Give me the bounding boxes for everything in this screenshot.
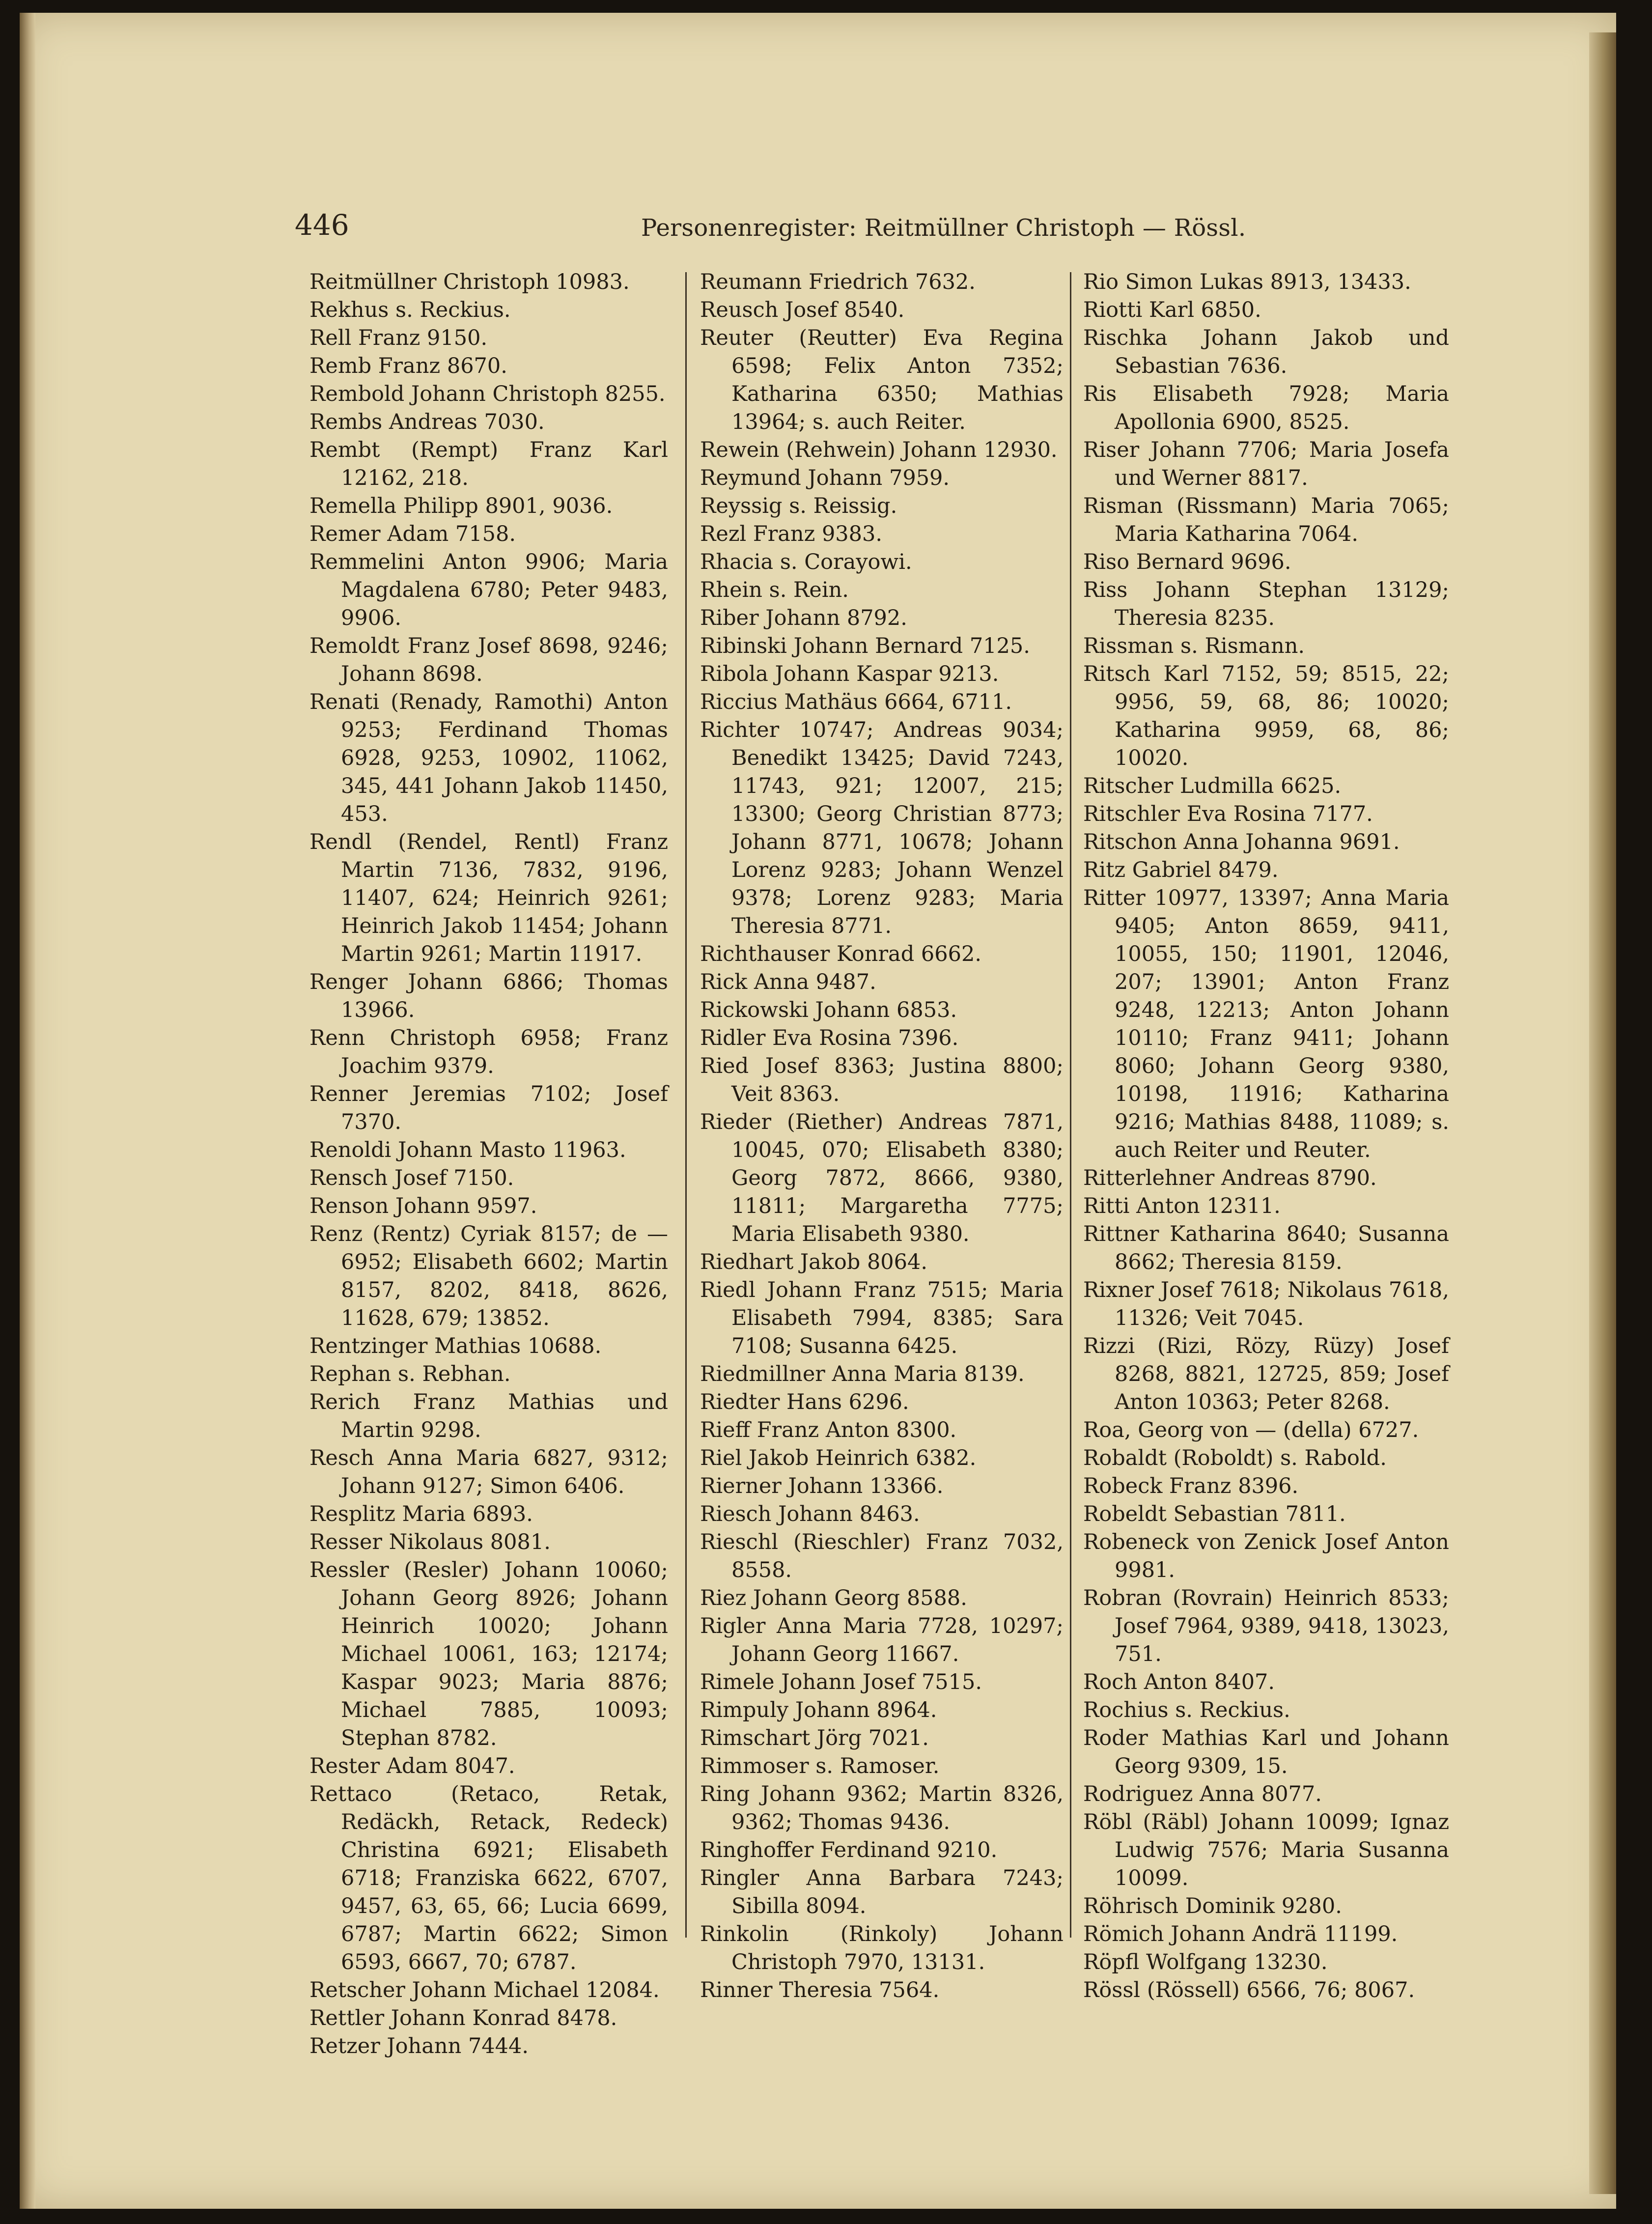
index-entry: Roder Mathias Karl und Johann Georg 9309, 15. bbox=[1083, 1726, 1449, 1778]
index-entry: Rhacia s. Corayowi. bbox=[700, 550, 912, 574]
index-entry: Riber Johann 8792. bbox=[700, 606, 907, 630]
index-entry: Rester Adam 8047. bbox=[309, 1754, 515, 1778]
index-entry: Ring Johann 9362; Martin 8326, 9362; Thomas 9436. bbox=[700, 1782, 1064, 1834]
index-entry: Riesch Johann 8463. bbox=[700, 1502, 920, 1526]
index-entry: Riedl Johann Franz 7515; Maria Elisabeth 7994, 8385; Sara 7108; Susanna 6425. bbox=[700, 1278, 1064, 1358]
index-entry: Ritti Anton 12311. bbox=[1083, 1194, 1281, 1218]
index-entry: Ridler Eva Rosina 7396. bbox=[700, 1026, 959, 1050]
index-entry: Reumann Friedrich 7632. bbox=[700, 270, 976, 294]
page-fore-edge bbox=[1589, 32, 1616, 2194]
index-entry: Ritschler Eva Rosina 7177. bbox=[1083, 802, 1373, 826]
index-column-1 bbox=[309, 268, 668, 2060]
index-entry: Rio Simon Lukas 8913, 13433. bbox=[1083, 270, 1411, 294]
index-entry: Renson Johann 9597. bbox=[309, 1194, 537, 1218]
column-divider bbox=[1070, 272, 1071, 1938]
index-entry: Roch Anton 8407. bbox=[1083, 1670, 1275, 1694]
index-entry: Resch Anna Maria 6827, 9312; Johann 9127; Simon 6406. bbox=[309, 1446, 668, 1498]
index-entry: Riedmillner Anna Maria 8139. bbox=[700, 1362, 1025, 1386]
index-entry: Röpfl Wolfgang 13230. bbox=[1083, 1950, 1328, 1974]
index-entry: Riccius Mathäus 6664, 6711. bbox=[700, 690, 1012, 714]
index-entry: Ritsch Karl 7152, 59; 8515, 22; 9956, 59, 68, 86; 10020; Katharina 9959, 68, 86; 10020. bbox=[1083, 662, 1449, 770]
index-entry: Rick Anna 9487. bbox=[700, 970, 876, 994]
column-divider bbox=[685, 272, 687, 1938]
index-entry: Rinner Theresia 7564. bbox=[700, 1978, 940, 2002]
index-entry: Ribinski Johann Bernard 7125. bbox=[700, 634, 1030, 658]
running-head: Personenregister: Reitmüllner Christoph — Rössl. bbox=[641, 214, 1246, 242]
index-entry: Ribola Johann Kaspar 9213. bbox=[700, 662, 999, 686]
index-entry: Roa, Georg von — (della) 6727. bbox=[1083, 1418, 1419, 1442]
index-column-2 bbox=[700, 268, 1064, 2004]
index-entry: Riotti Karl 6850. bbox=[1083, 298, 1261, 322]
index-entry: Robeldt Sebastian 7811. bbox=[1083, 1502, 1346, 1526]
index-entry: Reymund Johann 7959. bbox=[700, 466, 950, 490]
index-entry: Rettaco (Retaco, Retak, Redäckh, Retack, Redeck) Christina 6921; Elisabeth 6718; Franziska 6622, 6707, 9457, 63, 65, 66; Lucia 6699, 6787; Martin 6622; Simon 6593, 6667, 70; 6787. bbox=[309, 1782, 668, 1974]
index-entry: Rizzi (Rizi, Rözy, Rüzy) Josef 8268, 8821, 12725, 859; Josef Anton 10363; Peter 8268. bbox=[1083, 1334, 1449, 1414]
index-entry: Remer Adam 7158. bbox=[309, 522, 516, 546]
index-entry: Riez Johann Georg 8588. bbox=[700, 1586, 967, 1610]
index-entry: Robeck Franz 8396. bbox=[1083, 1474, 1299, 1498]
index-entry: Robran (Rovrain) Heinrich 8533; Josef 7964, 9389, 9418, 13023, 751. bbox=[1083, 1586, 1449, 1666]
index-entry: Rodriguez Anna 8077. bbox=[1083, 1782, 1322, 1806]
index-entry: Röbl (Räbl) Johann 10099; Ignaz Ludwig 7576; Maria Susanna 10099. bbox=[1083, 1810, 1449, 1890]
index-entry: Rickowski Johann 6853. bbox=[700, 998, 957, 1022]
index-entry: Reusch Josef 8540. bbox=[700, 298, 905, 322]
page-spine-shadow bbox=[20, 13, 35, 2209]
index-entry: Rembs Andreas 7030. bbox=[309, 410, 545, 434]
index-entry: Robeneck von Zenick Josef Anton 9981. bbox=[1083, 1530, 1449, 1582]
index-entry: Rieder (Riether) Andreas 7871, 10045, 070; Elisabeth 8380; Georg 7872, 8666, 9380, 11811; Margaretha 7775; Maria Elisabeth 9380. bbox=[700, 1110, 1064, 1246]
index-entry: Ressler (Resler) Johann 10060; Johann Georg 8926; Johann Heinrich 10020; Johann Michael 10061, 163; 12174; Kaspar 9023; Maria 8876; Michael 7885, 10093; Stephan 8782. bbox=[309, 1558, 668, 1750]
index-entry: Rembold Johann Christoph 8255. bbox=[309, 382, 666, 406]
index-entry: Remoldt Franz Josef 8698, 9246; Johann 8698. bbox=[309, 634, 668, 686]
index-entry: Römich Johann Andrä 11199. bbox=[1083, 1922, 1398, 1946]
index-entry: Rimmoser s. Ramoser. bbox=[700, 1754, 940, 1778]
index-entry: Ried Josef 8363; Justina 8800; Veit 8363. bbox=[700, 1054, 1064, 1106]
index-entry: Riedhart Jakob 8064. bbox=[700, 1250, 928, 1274]
index-entry: Richthauser Konrad 6662. bbox=[700, 942, 981, 966]
index-entry: Riss Johann Stephan 13129; Theresia 8235. bbox=[1083, 578, 1449, 630]
index-entry: Richter 10747; Andreas 9034; Benedikt 13425; David 7243, 11743, 921; 12007, 215; 13300; Georg Christian 8773; Johann 8771, 10678; Johann Lorenz 9283; Johann Wenzel 9378; Lorenz 9283; Maria Theresia 8771. bbox=[700, 718, 1064, 938]
page-number: 446 bbox=[295, 208, 349, 242]
index-entry: Renati (Renady, Ramothi) Anton 9253; Ferdinand Thomas 6928, 9253, 10902, 11062, 345, 441 Johann Jakob 11450, 453. bbox=[309, 690, 668, 826]
index-entry: Ris Elisabeth 7928; Maria Apollonia 6900, 8525. bbox=[1083, 382, 1449, 434]
index-entry: Riso Bernard 9696. bbox=[1083, 550, 1291, 574]
index-entry: Riedter Hans 6296. bbox=[700, 1390, 909, 1414]
index-entry: Rekhus s. Reckius. bbox=[309, 298, 511, 322]
index-entry: Retzer Johann 7444. bbox=[309, 2034, 529, 2058]
index-entry: Rieff Franz Anton 8300. bbox=[700, 1418, 957, 1442]
index-entry: Riser Johann 7706; Maria Josefa und Werner 8817. bbox=[1083, 438, 1449, 490]
index-entry: Reuter (Reutter) Eva Regina 6598; Felix Anton 7352; Katharina 6350; Mathias 13964; s. auch Reiter. bbox=[700, 326, 1064, 434]
index-entry: Renn Christoph 6958; Franz Joachim 9379. bbox=[309, 1026, 668, 1078]
index-entry: Retscher Johann Michael 12084. bbox=[309, 1978, 660, 2002]
index-entry: Rhein s. Rein. bbox=[700, 578, 849, 602]
index-entry: Renz (Rentz) Cyriak 8157; de — 6952; Elisabeth 6602; Martin 8157, 8202, 8418, 8626, 11628, 679; 13852. bbox=[309, 1222, 668, 1330]
index-entry: Rewein (Rehwein) Johann 12930. bbox=[700, 438, 1058, 462]
index-entry: Riel Jakob Heinrich 6382. bbox=[700, 1446, 977, 1470]
index-entry: Robaldt (Roboldt) s. Rabold. bbox=[1083, 1446, 1387, 1470]
index-entry: Rochius s. Reckius. bbox=[1083, 1698, 1290, 1722]
index-entry: Rensch Josef 7150. bbox=[309, 1166, 514, 1190]
index-entry: Ringhoffer Ferdinand 9210. bbox=[700, 1838, 998, 1862]
index-entry: Resser Nikolaus 8081. bbox=[309, 1530, 551, 1554]
index-entry: Rissman s. Rismann. bbox=[1083, 634, 1305, 658]
index-entry: Rischka Johann Jakob und Sebastian 7636. bbox=[1083, 326, 1449, 378]
index-entry: Rittner Katharina 8640; Susanna 8662; Theresia 8159. bbox=[1083, 1222, 1449, 1274]
index-entry: Ringler Anna Barbara 7243; Sibilla 8094. bbox=[700, 1866, 1064, 1918]
index-entry: Rembt (Rempt) Franz Karl 12162, 218. bbox=[309, 438, 668, 490]
index-entry: Rimele Johann Josef 7515. bbox=[700, 1670, 982, 1694]
index-entry: Ritter 10977, 13397; Anna Maria 9405; Anton 8659, 9411, 10055, 150; 11901, 12046, 207; 13901; Anton Franz 9248, 12213; Anton Johann 10110; Franz 9411; Johann 8060; Johann Georg 9380, 10198, 11916; Katharina 9216; Mathias 8488, 11089; s. auch Reiter und Reuter. bbox=[1083, 886, 1449, 1162]
index-entry: Risman (Rissmann) Maria 7065; Maria Katharina 7064. bbox=[1083, 494, 1449, 546]
index-entry: Rendl (Rendel, Rentl) Franz Martin 7136, 7832, 9196, 11407, 624; Heinrich 9261; Heinrich Jakob 11454; Johann Martin 9261; Martin 11917. bbox=[309, 830, 668, 966]
index-entry: Ritterlehner Andreas 8790. bbox=[1083, 1166, 1377, 1190]
index-entry: Rieschl (Rieschler) Franz 7032, 8558. bbox=[700, 1530, 1064, 1582]
index-entry: Rimpuly Johann 8964. bbox=[700, 1698, 937, 1722]
index-entry: Renger Johann 6866; Thomas 13966. bbox=[309, 970, 668, 1022]
index-entry: Rigler Anna Maria 7728, 10297; Johann Georg 11667. bbox=[700, 1614, 1064, 1666]
index-entry: Rezl Franz 9383. bbox=[700, 522, 883, 546]
index-entry: Remb Franz 8670. bbox=[309, 354, 507, 378]
index-entry: Ritz Gabriel 8479. bbox=[1083, 858, 1279, 882]
index-entry: Renner Jeremias 7102; Josef 7370. bbox=[309, 1082, 668, 1134]
index-entry: Rierner Johann 13366. bbox=[700, 1474, 944, 1498]
index-entry: Rixner Josef 7618; Nikolaus 7618, 11326; Veit 7045. bbox=[1083, 1278, 1449, 1330]
index-entry: Ritscher Ludmilla 6625. bbox=[1083, 774, 1342, 798]
book-page bbox=[20, 13, 1616, 2209]
index-entry: Rimschart Jörg 7021. bbox=[700, 1726, 929, 1750]
index-entry: Remmelini Anton 9906; Maria Magdalena 6780; Peter 9483, 9906. bbox=[309, 550, 668, 630]
index-entry: Resplitz Maria 6893. bbox=[309, 1502, 533, 1526]
index-entry: Remella Philipp 8901, 9036. bbox=[309, 494, 613, 518]
index-entry: Rephan s. Rebhan. bbox=[309, 1362, 511, 1386]
index-entry: Ritschon Anna Johanna 9691. bbox=[1083, 830, 1400, 854]
index-column-3 bbox=[1083, 268, 1449, 2004]
index-entry: Rerich Franz Mathias und Martin 9298. bbox=[309, 1390, 668, 1442]
index-entry: Röhrisch Dominik 9280. bbox=[1083, 1894, 1342, 1918]
index-entry: Rettler Johann Konrad 8478. bbox=[309, 2006, 617, 2030]
index-entry: Renoldi Johann Masto 11963. bbox=[309, 1138, 626, 1162]
index-entry: Reyssig s. Reissig. bbox=[700, 494, 897, 518]
index-entry: Rössl (Rössell) 6566, 76; 8067. bbox=[1083, 1978, 1415, 2002]
index-entry: Rentzinger Mathias 10688. bbox=[309, 1334, 602, 1358]
index-entry: Rell Franz 9150. bbox=[309, 326, 488, 350]
index-entry: Reitmüllner Christoph 10983. bbox=[309, 270, 630, 294]
index-entry: Rinkolin (Rinkoly) Johann Christoph 7970, 13131. bbox=[700, 1922, 1064, 1974]
